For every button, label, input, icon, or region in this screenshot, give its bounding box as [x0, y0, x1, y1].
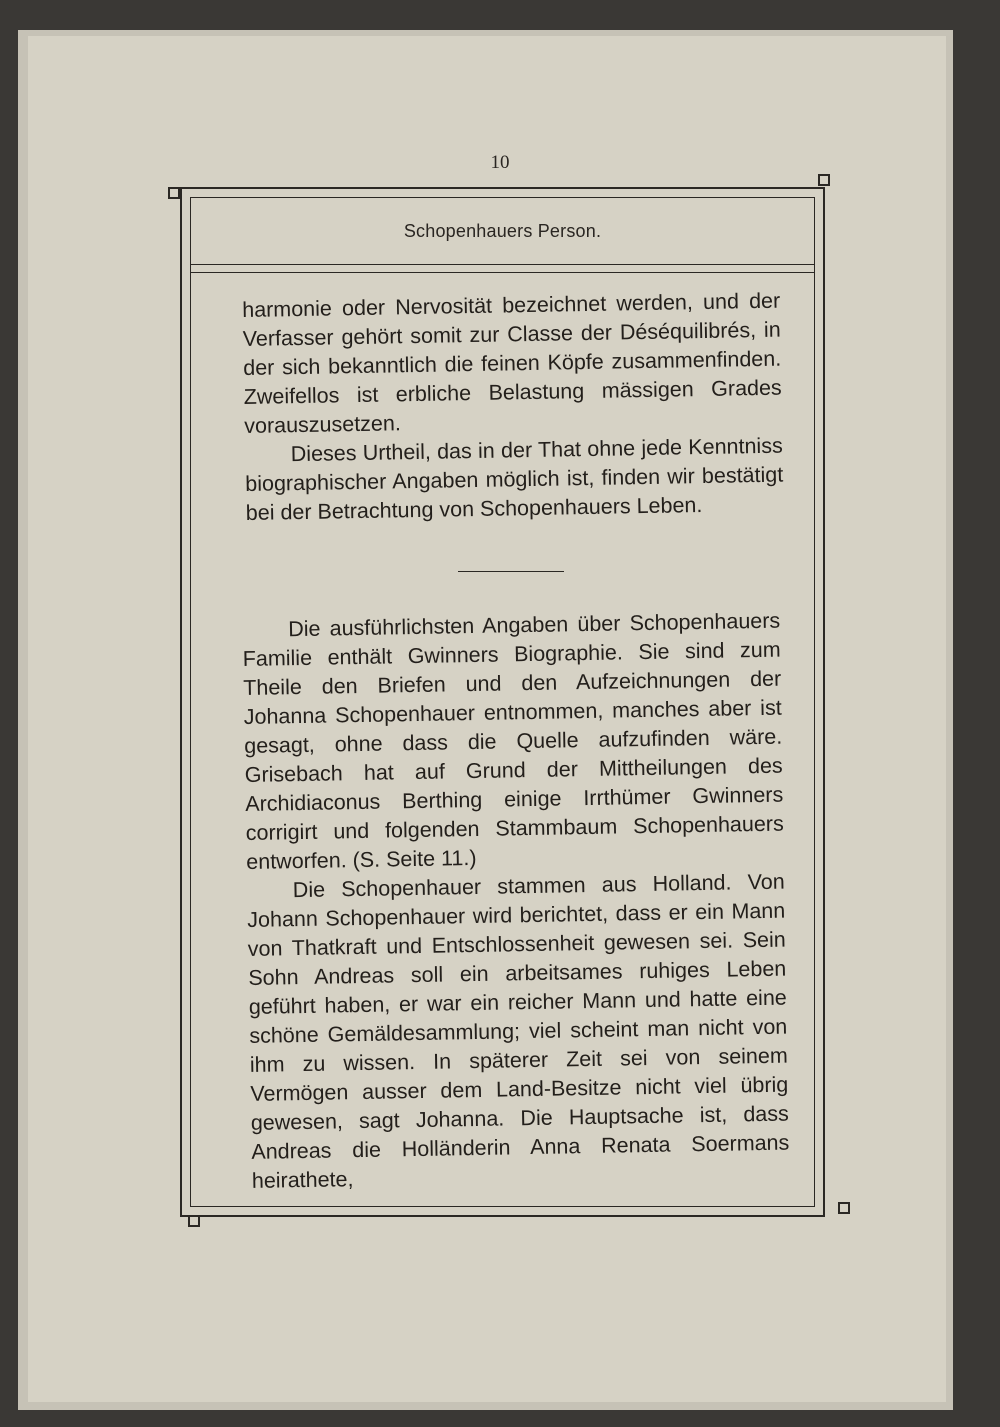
frame-corner-bottom-right — [838, 1202, 850, 1214]
paragraph: harmonie oder Nervosität bezeichnet werden, und der Verfasser gehört somit zur Classe der Déséquilibrés, in der sich bekanntlich die feinen Köpfe zusammenfinden. Zweifellos ist erbliche Belastung mässigen Grades vorauszusetzen. — [242, 288, 782, 438]
paragraph: Die Schopenhauer stammen aus Holland. Von Johann Schopenhauer wird berichtet, dass er ein Mann von Thatkraft und Entschlossenheit gewesen sei. Sein Sohn Andreas soll ein arbeitsames ruhiges Leben geführt haben, er war ein reicher Mann und hatte eine schöne Gemäldesammlung; viel scheint man nicht von ihm zu wissen. In späterer Zeit sei von seinem Vermögen ausser dem Land-Besitze nicht viel übrig gewesen, sagt Johanna. Die Hauptsache ist, dass Andreas die Holländerin Anna Renata Soermans heirathete, — [247, 869, 790, 1193]
paragraph: Die ausführlichsten Angaben über Schopenhauers Familie enthält Gwinners Biographie. Sie sind zum Theile den Briefen und den Aufzeichnungen der Johanna Schopenhauer entnommen, manches aber ist gesagt, ohne dass die Quelle aufzufinden wäre. Grisebach hat auf Grund der Mittheilungen des Archidiaconus Berthing einige Irrthümer Gwinners corrigirt und folgenden Stammbaum Schopenhauers entworfen. (S. Seite 11.) — [242, 608, 784, 874]
frame-corner-top-right — [818, 174, 830, 186]
page-number: 10 — [490, 152, 510, 173]
running-header-box — [191, 198, 814, 265]
text-block-2 — [242, 607, 790, 1196]
running-header: Schopenhauers Person. — [403, 220, 602, 241]
paragraph: Dieses Urtheil, das in der That ohne jede Kenntniss biographischer Angaben möglich ist, finden wir bestätigt bei der Betrachtung von Schopenhauers Leben. — [245, 433, 784, 525]
frame-corner-top-left — [168, 187, 180, 199]
frame-corner-bottom-left — [188, 1215, 200, 1227]
text-block-1 — [242, 287, 784, 528]
section-divider — [458, 571, 564, 572]
